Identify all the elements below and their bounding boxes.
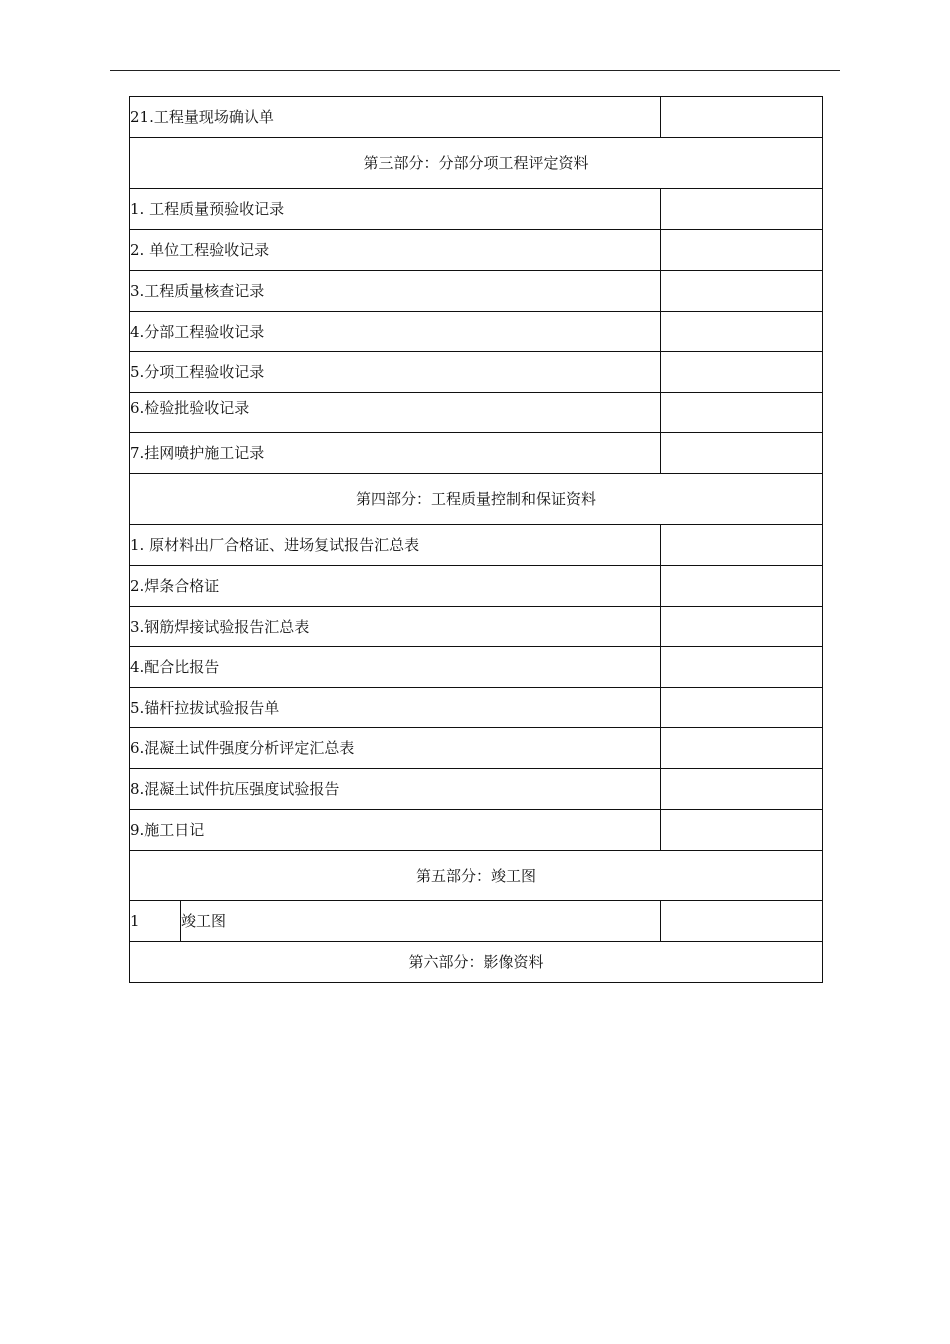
- item-value-cell: [661, 566, 823, 607]
- section-title-part-six: 第六部分：影像资料: [130, 942, 823, 983]
- table-row: [130, 525, 823, 566]
- section-title-part-five: 第五部分：竣工图: [130, 851, 823, 901]
- item-label: 3.工程质量核查记录: [130, 271, 661, 312]
- item-label: 5.锚杆拉拔试验报告单: [130, 688, 661, 728]
- item-value-cell: [661, 901, 823, 942]
- item-value-cell: [661, 393, 823, 433]
- section-header-row: [130, 851, 823, 901]
- item-label: 2.焊条合格证: [130, 566, 661, 607]
- item-value-cell: [661, 728, 823, 769]
- item-label: 21.工程量现场确认单: [130, 97, 661, 138]
- item-value-cell: [661, 433, 823, 474]
- table-row: [130, 769, 823, 810]
- section-title-part-four: 第四部分：工程质量控制和保证资料: [130, 474, 823, 525]
- table-row: [130, 607, 823, 647]
- document-index-table: [129, 96, 823, 983]
- item-label: 5.分项工程验收记录: [130, 352, 661, 393]
- item-label: 4.配合比报告: [130, 647, 661, 688]
- item-value-cell: [661, 312, 823, 352]
- item-value-cell: [661, 647, 823, 688]
- table-row: [130, 728, 823, 769]
- item-value-cell: [661, 230, 823, 271]
- page-header-rule: [110, 70, 840, 71]
- item-value-cell: [661, 810, 823, 851]
- item-value-cell: [661, 189, 823, 230]
- table-row: [130, 230, 823, 271]
- table-row: [130, 189, 823, 230]
- table-row: [130, 393, 823, 433]
- item-label: 1. 工程质量预验收记录: [130, 189, 661, 230]
- item-label: 9.施工日记: [130, 810, 661, 851]
- item-value-cell: [661, 271, 823, 312]
- table-row: [130, 810, 823, 851]
- table-row: [130, 647, 823, 688]
- section-header-row: [130, 138, 823, 189]
- table-row: [130, 271, 823, 312]
- item-label: 4.分部工程验收记录: [130, 312, 661, 352]
- item-label: 2. 单位工程验收记录: [130, 230, 661, 271]
- item-label: 3.钢筋焊接试验报告汇总表: [130, 607, 661, 647]
- item-label: 1. 原材料出厂合格证、进场复试报告汇总表: [130, 525, 661, 566]
- item-label: 6.检验批验收记录: [130, 393, 661, 433]
- table-row: [130, 566, 823, 607]
- item-number: 1: [130, 901, 181, 942]
- table-row: [130, 312, 823, 352]
- section-header-row: [130, 474, 823, 525]
- table-row: [130, 352, 823, 393]
- section-title-part-three: 第三部分：分部分项工程评定资料: [130, 138, 823, 189]
- table-row: [130, 433, 823, 474]
- item-value-cell: [661, 525, 823, 566]
- item-label: 6.混凝土试件强度分析评定汇总表: [130, 728, 661, 769]
- item-label: 7.挂网喷护施工记录: [130, 433, 661, 474]
- item-label: 8.混凝土试件抗压强度试验报告: [130, 769, 661, 810]
- item-value-cell: [661, 352, 823, 393]
- item-value-cell: [661, 769, 823, 810]
- section-header-row: [130, 942, 823, 983]
- table-row: [130, 901, 823, 942]
- item-value-cell: [661, 688, 823, 728]
- item-value-cell: [661, 97, 823, 138]
- table-row: [130, 97, 823, 138]
- item-label: 竣工图: [181, 901, 661, 942]
- table-row: [130, 688, 823, 728]
- item-value-cell: [661, 607, 823, 647]
